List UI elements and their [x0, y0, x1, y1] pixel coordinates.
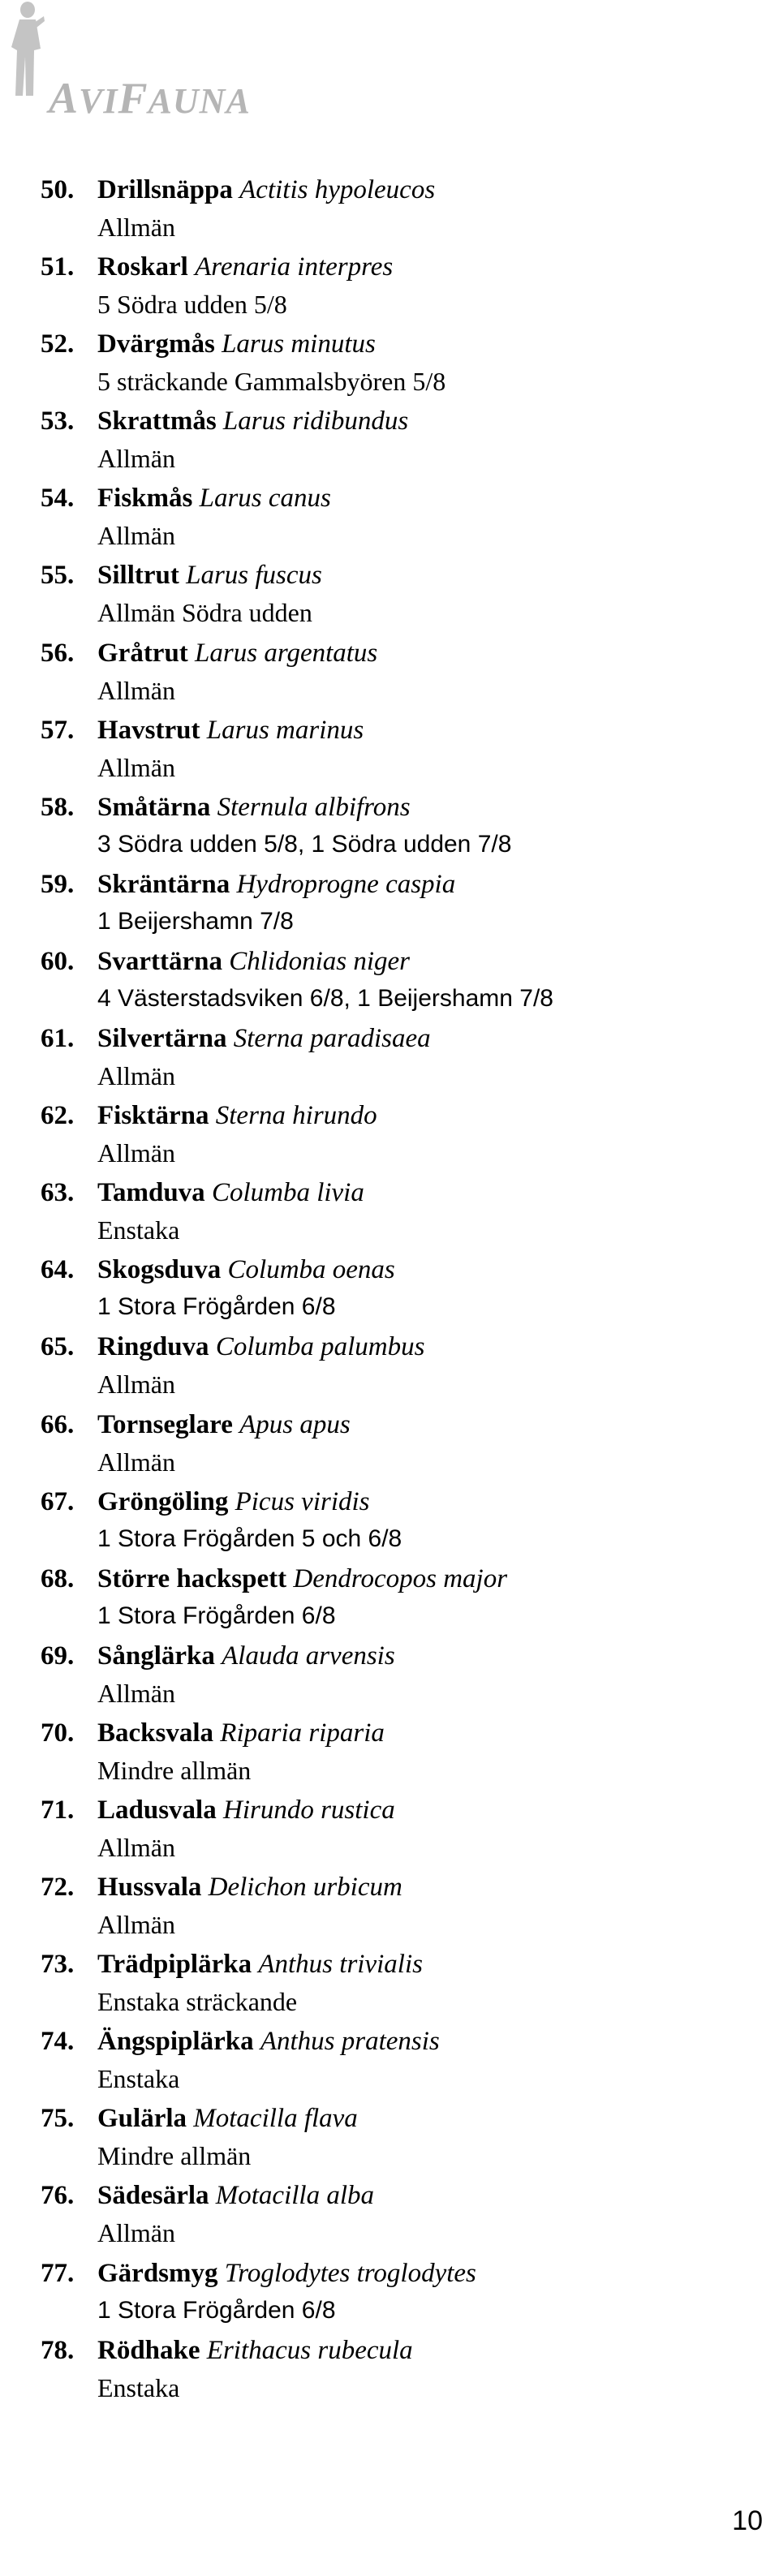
- species-entry: [0, 635, 779, 712]
- observation-detail: 1 Beijershamn 7/8: [97, 907, 294, 935]
- latin-name: Larus marinus: [206, 715, 364, 745]
- species-number: 73.: [41, 1950, 75, 1980]
- latin-name: Larus ridibundus: [222, 406, 409, 437]
- species-number: 56.: [41, 638, 75, 668]
- species-heading: [41, 1098, 377, 1133]
- species-entry: [0, 1021, 779, 1098]
- species-heading: [41, 2101, 358, 2136]
- species-number: 69.: [41, 1641, 75, 1671]
- observation-detail: Allmän: [97, 1370, 175, 1400]
- species-entry: [0, 2256, 779, 2333]
- species-number: 50.: [41, 175, 75, 204]
- latin-name: Arenaria interpres: [195, 252, 394, 282]
- swedish-name: Rödhake: [97, 2335, 200, 2365]
- species-number: 57.: [41, 715, 75, 745]
- species-entry: [0, 2101, 779, 2178]
- species-entry: [0, 480, 779, 557]
- observation-detail: Allmän: [97, 1678, 175, 1708]
- page-number: 10: [732, 2505, 763, 2536]
- observation-detail: Allmän: [97, 2218, 175, 2248]
- avifauna-logo: [0, 0, 276, 134]
- swedish-name: Gröngöling: [97, 1486, 229, 1516]
- observation-detail: 1 Stora Frögården 5 och 6/8: [97, 1525, 402, 1552]
- species-number: 68.: [41, 1563, 75, 1593]
- species-entry: [0, 2178, 779, 2255]
- species-number: 52.: [41, 329, 75, 359]
- species-entry: [0, 1407, 779, 1484]
- latin-name: Larus argentatus: [195, 638, 378, 668]
- species-entry: [0, 1175, 779, 1252]
- latin-name: Columba palumbus: [215, 1332, 425, 1362]
- species-entry: [0, 1484, 779, 1561]
- species-heading: [41, 249, 393, 285]
- species-entry: [0, 867, 779, 944]
- species-heading: [41, 480, 331, 516]
- latin-name: Troglodytes troglodytes: [224, 2258, 476, 2288]
- latin-name: Sterna hirundo: [215, 1101, 377, 1131]
- birdwatcher-silhouette-icon: [6, 0, 45, 97]
- species-heading: [41, 403, 408, 439]
- species-number: 77.: [41, 2258, 75, 2288]
- species-entry: [0, 557, 779, 634]
- species-heading: [41, 1715, 385, 1751]
- species-heading: [41, 2178, 374, 2213]
- swedish-name: Silltrut: [97, 561, 179, 591]
- species-entry: [0, 1252, 779, 1329]
- species-entry: [0, 1946, 779, 2023]
- swedish-name: Skogsduva: [97, 1255, 222, 1285]
- latin-name: Picus viridis: [235, 1486, 370, 1516]
- observation-detail: Allmän: [97, 521, 175, 551]
- species-entry: [0, 1869, 779, 1946]
- species-heading: [41, 1869, 402, 1905]
- swedish-name: Småtärna: [97, 792, 211, 822]
- species-number: 71.: [41, 1795, 75, 1825]
- species-heading: [41, 944, 410, 979]
- swedish-name: Silvertärna: [97, 1024, 227, 1054]
- observation-detail: Enstaka: [97, 2064, 180, 2094]
- observation-detail: 5 Södra udden 5/8: [97, 290, 287, 320]
- species-number: 72.: [41, 1873, 75, 1903]
- species-heading: [41, 1329, 424, 1365]
- species-entry: [0, 326, 779, 403]
- observation-detail: Allmän: [97, 1061, 175, 1091]
- species-number: 70.: [41, 1718, 75, 1748]
- latin-name: Larus canus: [199, 484, 331, 514]
- observation-detail: Mindre allmän: [97, 2141, 252, 2171]
- species-entry: [0, 172, 779, 249]
- swedish-name: Större hackspett: [97, 1563, 287, 1593]
- species-number: 67.: [41, 1486, 75, 1516]
- species-number: 76.: [41, 2181, 75, 2211]
- latin-name: Larus fuscus: [186, 561, 322, 591]
- latin-name: Hydroprogne caspia: [236, 869, 456, 899]
- latin-name: Anthus pratensis: [260, 2027, 440, 2057]
- swedish-name: Gärdsmyg: [97, 2258, 218, 2288]
- latin-name: Apus apus: [239, 1409, 351, 1439]
- species-heading: [41, 635, 377, 671]
- species-number: 61.: [41, 1024, 75, 1054]
- swedish-name: Trädpiplärka: [97, 1950, 252, 1980]
- swedish-name: Dvärgmås: [97, 329, 215, 359]
- species-heading: [41, 1407, 351, 1443]
- species-heading: [41, 1792, 395, 1828]
- latin-name: Alauda arvensis: [222, 1641, 395, 1671]
- species-heading: [41, 326, 376, 362]
- latin-name: Riparia riparia: [220, 1718, 385, 1748]
- species-heading: [41, 1484, 370, 1520]
- species-heading: [41, 1252, 395, 1288]
- species-number: 62.: [41, 1101, 75, 1131]
- species-number: 64.: [41, 1255, 75, 1285]
- species-heading: [41, 867, 455, 902]
- observation-detail: 3 Södra udden 5/8, 1 Södra udden 7/8: [97, 830, 512, 858]
- observation-detail: Allmän: [97, 1447, 175, 1477]
- species-entry: [0, 1561, 779, 1638]
- species-heading: [41, 2023, 440, 2059]
- species-heading: [41, 1021, 431, 1056]
- swedish-name: Hussvala: [97, 1873, 202, 1903]
- observation-detail: 1 Stora Frögården 6/8: [97, 1602, 336, 1629]
- latin-name: Motacilla flava: [193, 2104, 358, 2134]
- latin-name: Hirundo rustica: [222, 1795, 395, 1825]
- observation-detail: Allmän: [97, 752, 175, 782]
- latin-name: Chlidonias niger: [229, 946, 411, 976]
- species-number: 58.: [41, 792, 75, 822]
- species-entry: [0, 1715, 779, 1792]
- swedish-name: Skräntärna: [97, 869, 230, 899]
- species-heading: [41, 1175, 364, 1211]
- latin-name: Columba livia: [211, 1178, 364, 1208]
- swedish-name: Fiskmås: [97, 484, 193, 514]
- species-heading: [41, 557, 322, 593]
- observation-detail: Mindre allmän: [97, 1755, 252, 1785]
- swedish-name: Ladusvala: [97, 1795, 217, 1825]
- species-entry: [0, 2023, 779, 2101]
- species-entry: [0, 1329, 779, 1406]
- swedish-name: Roskarl: [97, 252, 188, 282]
- species-entry: [0, 249, 779, 326]
- swedish-name: Backsvala: [97, 1718, 214, 1748]
- observation-detail: Allmän Södra udden: [97, 598, 312, 628]
- swedish-name: Svarttärna: [97, 946, 222, 976]
- species-number: 63.: [41, 1178, 75, 1208]
- species-heading: [41, 2333, 413, 2368]
- latin-name: Sterna paradisaea: [233, 1024, 431, 1054]
- species-entry: [0, 2333, 779, 2410]
- species-entry: [0, 1638, 779, 1715]
- latin-name: Sternula albifrons: [217, 792, 411, 822]
- species-heading: [41, 2256, 476, 2291]
- species-entry: [0, 789, 779, 867]
- observation-detail: Allmän: [97, 213, 175, 242]
- swedish-name: Ringduva: [97, 1332, 209, 1362]
- observation-detail: 4 Västerstadsviken 6/8, 1 Beijershamn 7/8: [97, 984, 553, 1012]
- observation-detail: 1 Stora Frögården 6/8: [97, 2296, 336, 2324]
- observation-detail: Enstaka: [97, 1215, 180, 1245]
- swedish-name: Havstrut: [97, 715, 200, 745]
- observation-detail: 1 Stora Frögården 6/8: [97, 1293, 336, 1321]
- latin-name: Anthus trivialis: [258, 1950, 423, 1980]
- species-entry: [0, 1792, 779, 1869]
- swedish-name: Ängspiplärka: [97, 2027, 254, 2057]
- species-entry: [0, 1098, 779, 1175]
- swedish-name: Drillsnäppa: [97, 175, 233, 204]
- logo-text: AVIFAUNA: [49, 74, 251, 123]
- species-heading: [41, 172, 435, 208]
- latin-name: Erithacus rubecula: [206, 2335, 413, 2365]
- latin-name: Motacilla alba: [215, 2181, 374, 2211]
- swedish-name: Fisktärna: [97, 1101, 209, 1131]
- latin-name: Larus minutus: [222, 329, 376, 359]
- swedish-name: Sädesärla: [97, 2181, 209, 2211]
- species-number: 55.: [41, 561, 75, 591]
- species-number: 66.: [41, 1409, 75, 1439]
- species-number: 60.: [41, 946, 75, 976]
- swedish-name: Skrattmås: [97, 406, 217, 437]
- swedish-name: Gråtrut: [97, 638, 188, 668]
- species-number: 51.: [41, 252, 75, 282]
- species-number: 65.: [41, 1332, 75, 1362]
- swedish-name: Tornseglare: [97, 1409, 233, 1439]
- swedish-name: Gulärla: [97, 2104, 187, 2134]
- species-entry: [0, 403, 779, 480]
- species-number: 53.: [41, 406, 75, 437]
- species-entry: [0, 712, 779, 789]
- observation-detail: Allmän: [97, 1138, 175, 1168]
- species-list: [0, 172, 779, 2410]
- latin-name: Dendrocopos major: [293, 1563, 508, 1593]
- species-entry: [0, 944, 779, 1021]
- latin-name: Columba oenas: [227, 1255, 395, 1285]
- latin-name: Actitis hypoleucos: [239, 175, 436, 204]
- swedish-name: Sånglärka: [97, 1641, 215, 1671]
- observation-detail: Allmän: [97, 444, 175, 474]
- species-number: 75.: [41, 2104, 75, 2134]
- swedish-name: Tamduva: [97, 1178, 205, 1208]
- species-number: 78.: [41, 2335, 75, 2365]
- species-heading: [41, 712, 364, 748]
- latin-name: Delichon urbicum: [208, 1873, 402, 1903]
- observation-detail: Allmän: [97, 1910, 175, 1940]
- observation-detail: Allmän: [97, 675, 175, 705]
- species-number: 54.: [41, 484, 75, 514]
- observation-detail: Allmän: [97, 1832, 175, 1862]
- species-heading: [41, 1946, 423, 1982]
- species-number: 59.: [41, 869, 75, 899]
- species-heading: [41, 1561, 507, 1597]
- species-number: 74.: [41, 2027, 75, 2057]
- observation-detail: Enstaka: [97, 2372, 180, 2402]
- species-heading: [41, 1638, 395, 1674]
- species-heading: [41, 789, 411, 825]
- observation-detail: 5 sträckande Gammalsbyören 5/8: [97, 367, 446, 397]
- observation-detail: Enstaka sträckande: [97, 1987, 298, 2017]
